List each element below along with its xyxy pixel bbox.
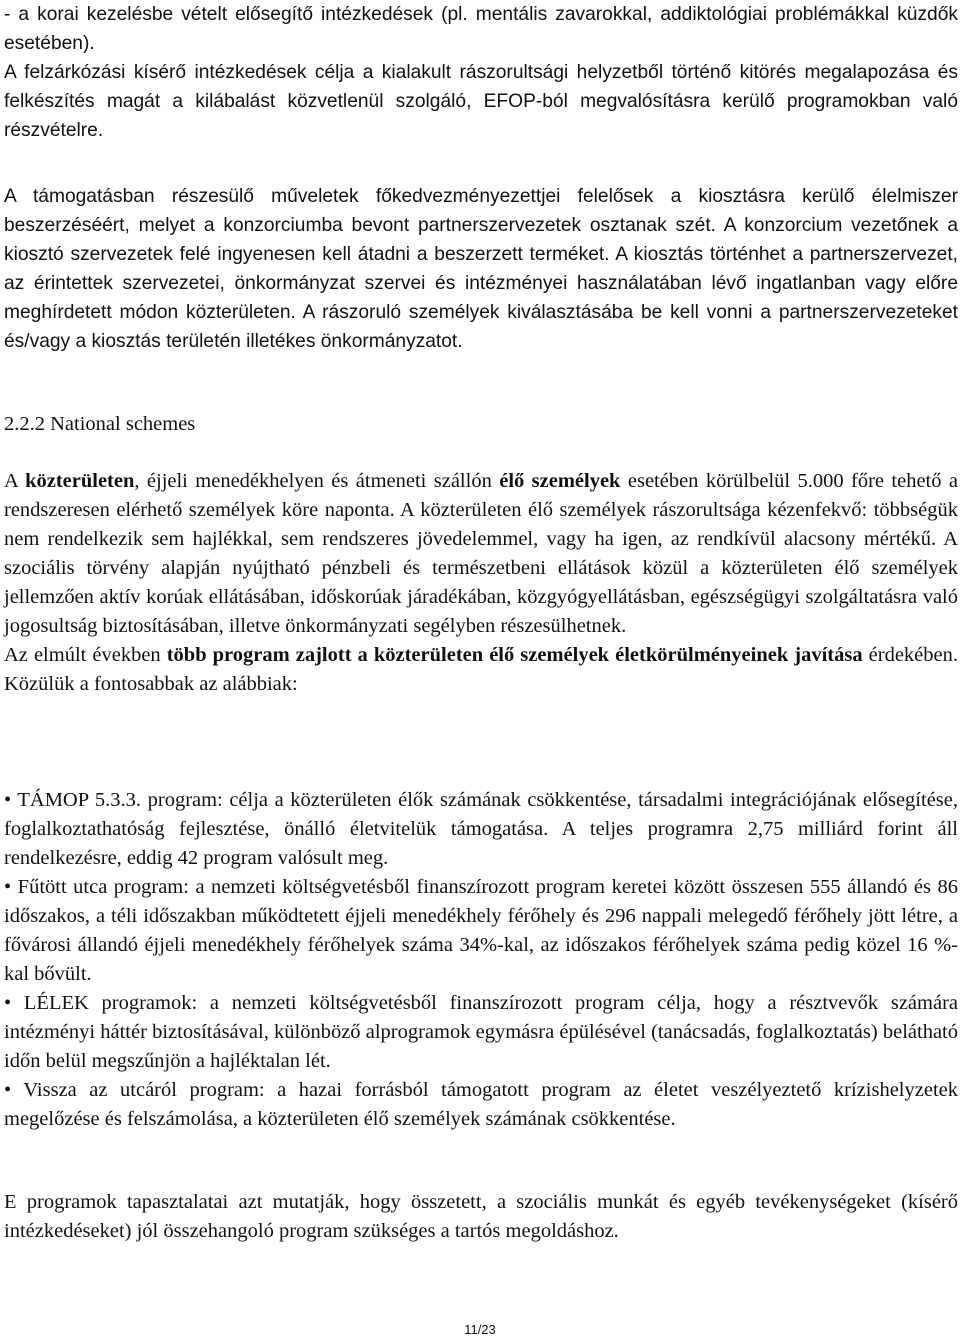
list-item: • TÁMOP 5.3.3. program: célja a közterületen élők számának csökkentése, társadalmi integrációjának elősegítése, foglalkoztathatóság fejlesztése, önálló életvitelük támogatása. A teljes programra 2,75 milliárd forint áll rendelkezésre, eddig 42 program valósult meg. <box>4 789 958 869</box>
support-paragraph: A támogatásban részesülő műveletek főkedvezményezettjei felelősek a kiosztásra kerülő élelmiszer beszerzéséért, melyet a konzorciumba bevont partnerszervezetek osztanak szét. A konzorcium vezetőnek a kiosztó szervezetek felé ingyenesen kell átadni a beszerzett terméket. A kiosztás történhet a partnerszervezet, az érintettek szervezetei, önkormányzat szervei és intézményei használatában lévő ingatlanban vagy előre meghírdetett módon közterületen. A rászoruló személyek kiválasztásába be kell vonni a partnerszervezeteket és/vagy a kiosztás területén illetékes önkormányzatot. <box>4 186 958 352</box>
list-item: • Vissza az utcáról program: a hazai forrásból támogatott program az életet veszélyeztető krízishelyzetek megelőzése és felszámolása, a közterületen élő személyek számának csökkentése. <box>4 1079 958 1130</box>
homeless-paragraph: A közterületen, éjjeli menedékhelyen és átmeneti szállón élő személyek esetében körülbelül 5.000 főre tehető a rendszeresen elérhető személyek köre naponta. A közterületen élő személyek rászorultsága kézenfekvő: többségük nem rendelkezik sem hajlékkal, sem rendszeres jövedelemmel, vagy ha igen, az rendkívül alacsony mértékű. A szociális törvény alapján nyújtható pénzbeli és természetbeni ellátások közül a közterületen élő személyek jellemzően aktív korúak ellátásában, időskorúak járadékában, közgyógyellátásban, egészségügyi szolgáltatásra való jogosultság biztosításában, illetve önkormányzati segélyben részesülhetnek. <box>4 470 958 637</box>
bullet-early-intervention: - a korai kezelésbe vételt elősegítő intézkedések (pl. mentális zavarokkal, addiktológiai problémákkal küzdők esetében). <box>4 4 958 54</box>
list-item: • LÉLEK programok: a nemzeti költségvetésből finanszírozott program célja, hogy a résztvevők számára intézményi háttér biztosításával, különböző alprogramok egymásra épülésével (tanácsadás, foglalkoztatás) belátható időn belül megszűnjön a hajléktalan lét. <box>4 992 958 1072</box>
intro-block <box>4 0 958 145</box>
catch-up-measures-paragraph: A felzárkózási kísérő intézkedések célja a kialakult rászorultsági helyzetből történő kitörés megalapozása és felkészítés magát a kilábalást közvetlenül szolgáló, EFOP-ból megvalósításra kerülő programokban való részvételre. <box>4 62 958 141</box>
conclusion-block <box>4 1188 958 1246</box>
list-item: • Fűtött utca program: a nemzeti költségvetésből finanszírozott program keretei között összesen 555 állandó és 86 időszakos, a téli időszakban működtetett éjjeli menedékhely férőhely és 296 nappali melegedő férőhely jött létre, a fővárosi állandó éjjeli menedékhely férőhelyek száma 34%-kal, az időszakos férőhelyek száma pedig közel 16 %-kal bővült. <box>4 876 958 985</box>
page-number: 11/23 <box>464 1322 496 1337</box>
section-heading: 2.2.2 National schemes <box>4 413 196 435</box>
programs-list <box>4 786 958 1134</box>
national-schemes-block <box>4 467 958 699</box>
programs-intro-paragraph: Az elmúlt években több program zajlott a közterületen élő személyek életkörülményeinek javítása érdekében. Közülük a fontosabbak az alábbiak: <box>4 644 958 695</box>
conclusion-paragraph: E programok tapasztalatai azt mutatják, hogy összetett, a szociális munkát és egyéb tevékenységeket (kísérő intézkedéseket) jól összehangoló program szükséges a tartós megoldáshoz. <box>4 1191 958 1242</box>
section-heading-block <box>4 410 958 439</box>
support-paragraph-block <box>4 182 958 356</box>
